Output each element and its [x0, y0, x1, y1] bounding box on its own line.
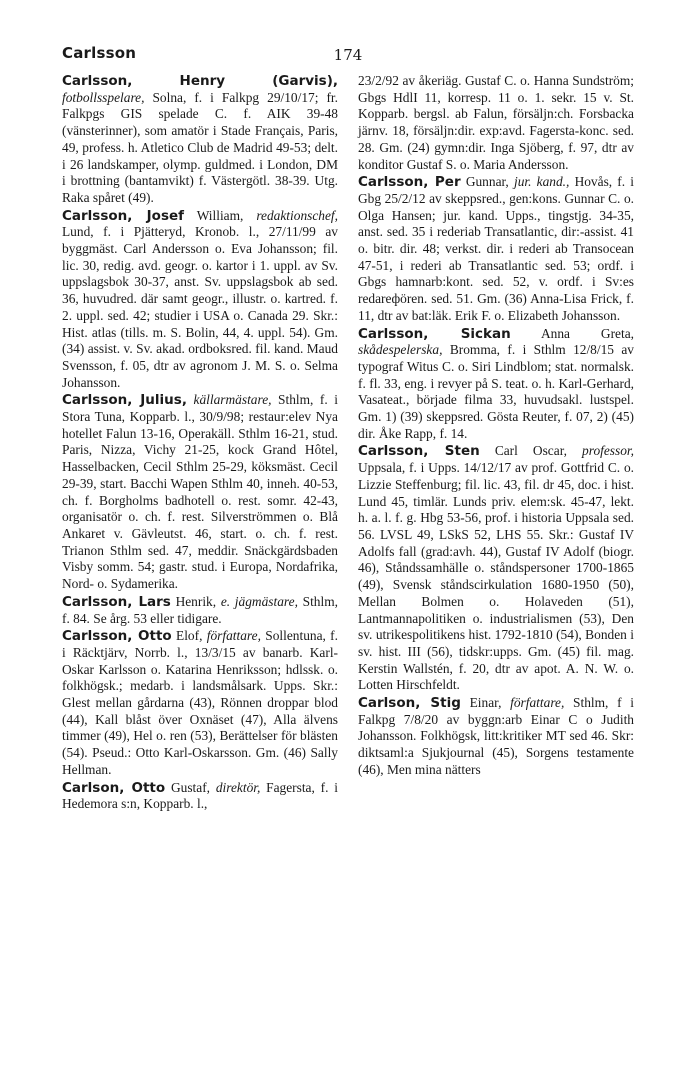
entry-headword: Carlsson, Otto: [62, 628, 172, 645]
entry-headword: Carlsson, Henry (Garvis),: [62, 73, 338, 89]
entry-occupation: jur. kand.,: [513, 174, 570, 190]
entry-given-names: Henrik,: [175, 593, 217, 609]
entry-occupation: professor,: [582, 443, 634, 459]
entry-text: Lund, f. i Pjätteryd, Kronob. l., 27/11/99 av byggmäst. Carl Andersson o. Eva Johansson; fil. lic. 30, redig. avd. geogr. o. kartor i 1. uppl. av Sv. uppslagsbok 30-37, anst. Sv. uppslagsbok ab sed. 36, huvudred. där samt geogr., illustr. o. kartred. f. 2. uppl. sed. 42; studier i USA o. Canada 29. Skr.: Hist. atlas (tills. m. S. Bolin, 44, 4. uppl. 54). Gm. (34) assist. v. Sv. akad. ordboksred. fil. kand. Maud Svensson, f. 05, dtr av agronom J. M. S. o. Selma Johansson.: [62, 224, 338, 390]
entry-occupation: författare,: [510, 695, 565, 711]
biography-entry: [62, 780, 338, 813]
biography-entry: [358, 326, 634, 443]
entry-given-names: Gustaf,: [170, 779, 211, 795]
entry-occupation: författare,: [206, 628, 261, 644]
entry-headword: Carlson, Stig: [358, 695, 461, 712]
biography-entry: [358, 695, 634, 779]
biography-entry: [62, 594, 338, 627]
page-header: [62, 44, 634, 66]
page-number: 174: [333, 46, 363, 64]
entry-occupation: e. jägmästare,: [220, 593, 298, 609]
entry-text: Fagersta, f. i Hedemora s:n, Kopparb. l.,: [62, 779, 338, 812]
left-column: [62, 73, 338, 814]
entry-text: Bromma, f. i Sthlm 12/8/15 av typograf Witus C. o. Siri Lindblom; stat. normalsk. f. fl. 33, eng. i revyer på S. teat. o. h. Karl-Gerhard, Vasateat., började filma 33, huvudsakl. lustspel. Gm. 1) (39) skeppsred. Gösta Reuter, f. 07, 2) (45) dir. Åke Rapp, f. 14.: [358, 342, 634, 441]
entry-text: Sthlm, f. 84. Se årg. 53 eller tidigare.: [62, 593, 338, 626]
entry-text: Sollentuna, f. i Räcktjärv, Norrb. l., 13/3/15 av banarb. Karl-Oskar Karlsson o. Katarina Henriksson; hdlssk. o. folkhögsk.; medarb. i landsmålsark. Upps. Skr.: Glest mellan gårdarna (43), Rönnen droppar blod (44), Kall blåst över Oxnäset (47), Alla älvens timmer (49), Hel o. ren (53), Berättelser för blästen (54). Pseud.: Otto Karl-Oskarsson. Gm. (46) Sally Hellman.: [62, 628, 338, 777]
entry-text: Solna, f. i Falkpg 29/10/17; fr. Falkpgs GIS spelade C. f. AIK 39-48 (vänsterinner), som amatör i Stade Français, Paris, 49, profess. h. Atletico Club de Madrid 49-53; delt. i 26 landskamper, olymp. guldmed. i London, DM i brottning (bantamvikt) f. Västergötl. 38-39. Utg. Raka spåret (49).: [62, 89, 339, 205]
biography-entry: [62, 392, 338, 592]
entry-headword: Carlson, Otto: [62, 779, 166, 796]
entry-occupation: källarmästare,: [193, 392, 272, 408]
entry-occupation: skådespelerska,: [358, 342, 443, 358]
entry-headword: Carlsson, Lars: [62, 593, 171, 610]
biography-entry: [62, 73, 338, 207]
entry-given-names: Einar,: [469, 695, 502, 711]
entry-occupation: redaktionschef,: [256, 207, 338, 223]
biography-entry: [62, 208, 338, 392]
entry-headword: Carlsson, Josef: [62, 207, 185, 224]
running-head: Carlsson: [62, 44, 137, 62]
entry-text: Sthlm, f i Falkpg 7/8/20 av byggn:arb Einar C o Judith Johansson. Folkhögsk, litt:kritiker MT sed 46. Skr: diktsaml:a Sjukjournal (45), Sorgens testamente (46), Men mina nätters: [358, 695, 634, 777]
entry-text: Uppsala, f. i Upps. 14/12/17 av prof. Gottfrid C. o. Lizzie Steffenburg; fil. lic. 43, fil. dr 45, doc. i hist. Lund 45, timlär. Lunds priv. elem:sk. 45-47, lekt. h. a. l. f. g. Hbg 53-56, prof. i historia Uppsala sed. 56. LVSL 49, LSkS 52, LHS 55. Skr.: Gustaf IV Adolfs fall (grad:avh. 44), Gustaf IV Adolf (biogr. 46), Ståndssamhälle o. ståndspersoner 1700-1865 (49), Svensk ståndscirkulation 1680-1950 (50), Mellan Bolmen o. Holaveden (51), Lantmannapolitiken o. industrialismen (53), Den sv. utrikespolitikens hist. 1792-1810 (54), Bonden i sv. hist. III (56), tidskr:upps. Gm. (45) fil. mag. Kerstin Wallstén, f. 20, dtr av apot. A. N. W. o. Lotten Hirschfeldt.: [358, 460, 634, 693]
entry-given-names: Elof,: [176, 628, 203, 644]
biography-entry: [358, 73, 634, 173]
biography-entry: [358, 443, 634, 694]
biography-entry: [358, 174, 634, 324]
entry-headword: Carlsson, Julius,: [62, 392, 187, 409]
right-column: [358, 73, 634, 780]
entry-occupation: direktör,: [215, 779, 261, 795]
entry-text: Hovås, f. i Gbg 25/2/12 av skeppsred., gen:kons. Gunnar C. o. Olga Hansen; jur. kand. Upps., tingstjg. 34-35, anst. sed. 35 i rederiab Transatlantic, dir:-assist. 41 o. bitr. dir. 48; verkst. dir. i rederi ab Transocean 47-51, i rederi ab Transatlantic sed. 53; ordf. i Gbgs hamnarb:kont. sed. 52, v. ordf. i Sv:es redareфören. sed. 51. Gm. (36) Anna-Lisa Frick, f. 11, dtr av bat:läk. Erik F. o. Elizabeth Johansson.: [358, 174, 634, 323]
entry-occupation: fotbollsspelare,: [62, 89, 145, 105]
biography-entry: [62, 628, 338, 778]
entry-given-names: Gunnar,: [465, 174, 509, 190]
entry-text: 23/2/92 av åkeriäg. Gustaf C. o. Hanna Sundström; Gbgs HdlI 11, korresp. 11 o. 1. sekr. 15 v. St. Kopparb. bergsl. ab Falun, försäljn:ch. Forsbacka järnv. 18, försäljn:dir. exp:avd. Fagersta-konc. sed. 28. Gm. (24) gymn:dir. Inga Sjöberg, f. 97, dtr av konditor Gustaf S. o. Maria Andersson.: [358, 73, 634, 172]
entry-headword: Carlsson, Sickan: [358, 325, 511, 342]
entry-headword: Carlsson, Per: [358, 174, 461, 191]
entry-text: Sthlm, f. i Stora Tuna, Kopparb. l., 30/9/98; restaur:elev Nya hotellet Falun 13-16, Operakäll. Sthlm 16-21, stud. Paris, Nizza, Vichy 21-25, kock Grand Hôtel, Hasselbacken, Cecil Sthlm 25-29, köksmäst. Cecil 29-39, start. Bacchi Wapen Sthlm 40, inneh. 40-53, ch. f. Borgholms badhotell o. rest. somr. 42-43, organisatör o. ch. f. rest. Silverströmmen o. Blå Ankaret v. Gävleutst. 46, start. o. ch. f. rest. Trianon Sthlm sed. 47, meddir. Snäckgärdsbaden Visby somm. 54; gastr. stud. i Europa, Nordafrika, Nord- o. Sydamerika.: [62, 392, 338, 592]
entry-given-names: Carl Oscar,: [494, 443, 567, 459]
entry-given-names: Anna Greta,: [540, 325, 635, 341]
entry-given-names: William,: [196, 207, 244, 223]
entry-headword: Carlsson, Sten: [358, 443, 480, 460]
